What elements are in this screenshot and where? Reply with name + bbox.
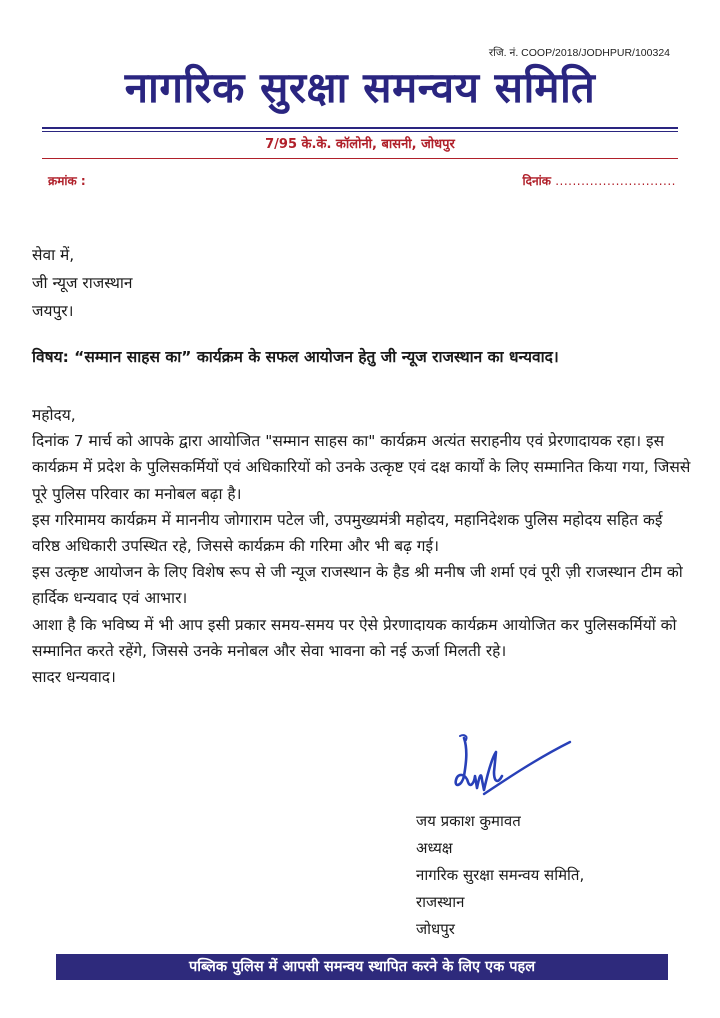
header-rule-top [42, 127, 678, 129]
header-rule-bottom [42, 131, 678, 132]
closing: सादर धन्यवाद। [32, 668, 116, 687]
salutation: महोदय, [32, 406, 76, 424]
letter-body [32, 402, 692, 690]
address-rule [42, 158, 678, 159]
recipient-address [32, 242, 692, 326]
body-paragraph-3: इस उत्कृष्ट आयोजन के लिए विशेष रूप से जी न्यूज राजस्थान के हैड श्री मनीष जी शर्मा एवं पूरी ज़ी राजस्थान टीम को हार्दिक धन्यवाद एवं आभार। [32, 563, 683, 608]
reference-number-label: क्रमांक : [48, 174, 86, 188]
recipient-line-2: जी न्यूज राजस्थान [32, 274, 133, 292]
sender-state: राजस्थान [416, 893, 465, 911]
recipient-line-1: सेवा में, [32, 246, 75, 264]
body-paragraph-2: इस गरिमामय कार्यक्रम में माननीय जोगाराम पटेल जी, उपमुख्यमंत्री महोदय, महानिदेशक पुलिस महोदय सहित कई वरिष्ठ अधिकारी उपस्थित रहे, जिससे कार्यक्रम की गरिमा और भी बढ़ गई। [32, 510, 663, 556]
date-field [523, 172, 676, 189]
sender-city: जोधपुर [416, 920, 455, 938]
registration-number: रजि. नं. COOP/2018/JODHPUR/100324 [488, 47, 670, 59]
organization-address: 7/95 के.के. कॉलोनी, बासनी, जोधपुर [265, 137, 455, 152]
sender-block [416, 808, 584, 943]
sender-name: जय प्रकाश कुमावत [416, 812, 521, 830]
sender-organization: नागरिक सुरक्षा समन्वय समिति, [416, 866, 585, 884]
organization-title: नागरिक सुरक्षा समन्वय समिति [124, 63, 596, 112]
recipient-line-3: जयपुर। [32, 302, 74, 320]
footer-tagline: पब्लिक पुलिस में आपसी समन्वय स्थापित करने के लिए एक पहल [56, 954, 668, 980]
sender-designation: अध्यक्ष [416, 839, 453, 857]
date-blank: ............................ [555, 174, 676, 188]
letter-subject: विषय: “सम्मान साहस का” कार्यक्रम के सफल आयोजन हेतु जी न्यूज राजस्थान का धन्यवाद। [32, 348, 559, 366]
date-label: दिनांक [522, 174, 551, 188]
body-paragraph-4: आशा है कि भविष्य में भी आप इसी प्रकार समय-समय पर ऐसे प्रेरणादायक कार्यक्रम आयोजित कर पुलिसकर्मियों को सम्मानित करते रहेंगे, जिससे उनके मनोबल और सेवा भावना को नई ऊर्जा मिलती रहे। [32, 615, 677, 660]
body-paragraph-1: दिनांक 7 मार्च को आपके द्वारा आयोजित "सम्मान साहस का" कार्यक्रम अत्यंत सराहनीय एवं प्रेरणादायक रहा। इस कार्यक्रम में प्रदेश के पुलिसकर्मियों एवं अधिकारियों को उनके उत्कृष्ट एवं दक्ष कार्यों के लिए सम्मानित किया गया, जिससे पूरे पुलिस परिवार का मनोबल बढ़ा है। [32, 432, 691, 503]
signature-image [448, 732, 574, 802]
